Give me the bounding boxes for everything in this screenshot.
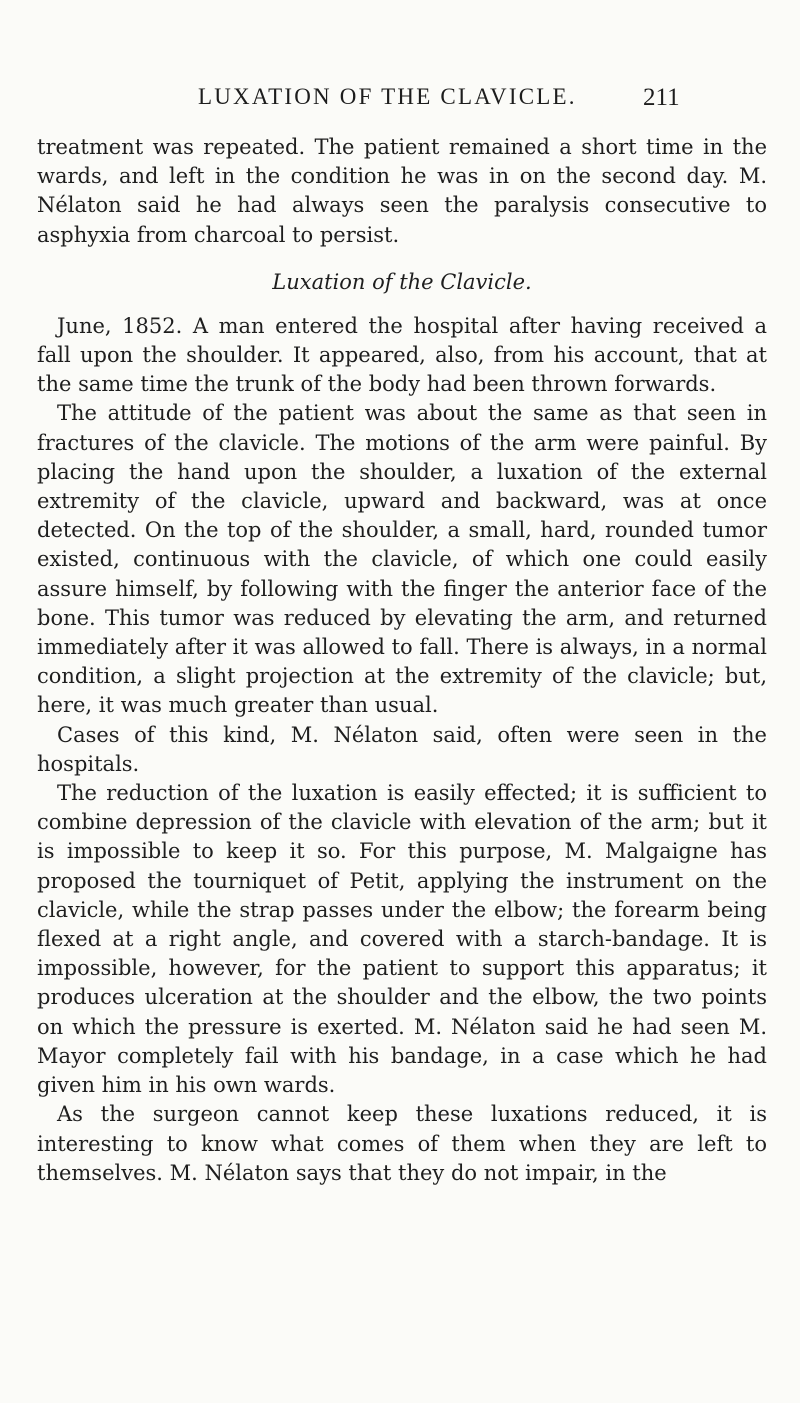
paragraph: The reduction of the luxation is easily effected; it is sufficient to combine depression of the clavicle with elevation of the arm; but it is impossible to keep it so. For this purpose, M. Malgaigne has proposed the tourniquet of Petit, applying the instrument on the clavicle, while the strap passes under the elbow; the forearm being flexed at a right angle, and covered with a starch-bandage. It is impossible, however, for the patient to support this apparatus; it produces ulceration at the shoulder and the elbow, the two points on which the pressure is exerted. M. Nélaton said he had seen M. Mayor completely fail with his bandage, in a case which he had given him in his own wards. xyxy=(37,781,767,1098)
running-title: LUXATION OF THE CLAVICLE. xyxy=(198,84,577,109)
section-title: Luxation of the Clavicle. xyxy=(272,269,532,294)
paragraph: As the surgeon cannot keep these luxations reduced, it is interesting to know what comes of them when they are left to themselves. M. Nélaton says that they do not impair, in the xyxy=(37,1102,767,1185)
paragraph: Cases of this kind, M. Nélaton said, often were seen in the hospitals. xyxy=(37,722,767,776)
continued-paragraph: treatment was repeated. The patient remained a short time in the wards, and left in the condition he was in on the second day. M. Nélaton said he had always seen the paralysis consecutive to asphyxia from charcoal to persist. xyxy=(37,135,767,247)
paragraph: The attitude of the patient was about the same as that seen in fractures of the clavicle. The motions of the arm were painful. By placing the hand upon the shoulder, a luxation of the external extremity of the clavicle, upward and backward, was at once detected. On the top of the shoulder, a small, hard, rounded tumor existed, continuous with the clavicle, of which one could easily assure himself, by following with the finger the anterior face of the bone. This tumor was reduced by elevating the arm, and returned immediately after it was allowed to fall. There is always, in a normal condition, a slight projection at the extremity of the clavicle; but, here, it was much greater than usual. xyxy=(37,401,767,718)
running-head xyxy=(0,84,800,114)
page-number: 211 xyxy=(643,84,680,111)
paragraph: June, 1852. A man entered the hospital after having received a fall upon the shoulder. It appeared, also, from his account, that at the same time the trunk of the body had been thrown forwards. xyxy=(37,313,767,397)
body-text xyxy=(37,133,767,1188)
